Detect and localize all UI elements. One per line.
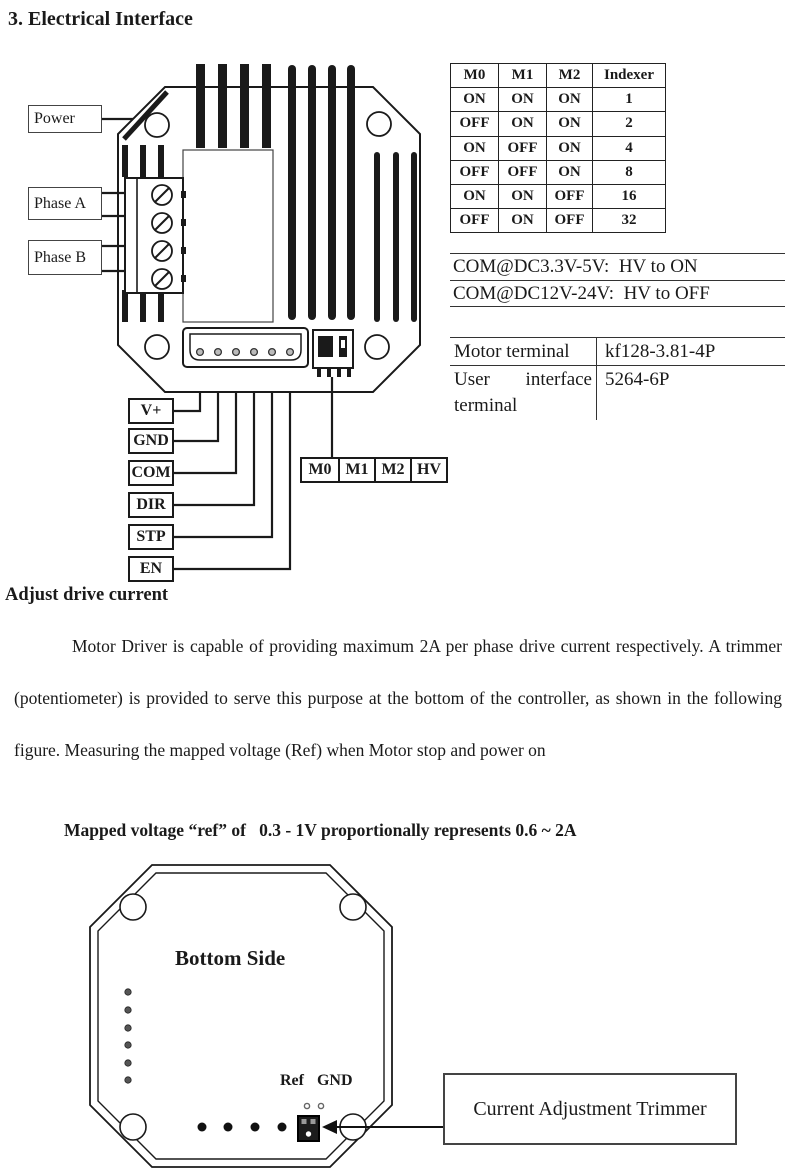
terminal-row-value: 5264-6P (605, 369, 670, 390)
pin-label-text: STP (136, 528, 166, 545)
switch-label-text: HV (417, 461, 441, 478)
pin-label-stp (128, 524, 174, 550)
cell: 1 (593, 88, 666, 112)
adjust-current-heading: Adjust drive current (5, 585, 169, 605)
table-row (451, 184, 666, 208)
switch-label-text: M2 (381, 461, 405, 478)
ref-label: Ref (280, 1072, 304, 1089)
section-title: 3. Electrical Interface (8, 8, 193, 30)
col-header-m0: M0 (451, 64, 499, 88)
user-interface-connector (183, 328, 308, 367)
cell: ON (547, 136, 593, 160)
pin-label-text: DIR (136, 496, 166, 513)
cell: ON (451, 88, 499, 112)
cell: ON (499, 112, 547, 136)
driver-bottom-diagram (80, 860, 452, 1173)
col-header-indexer: Indexer (593, 64, 666, 88)
trimmer-callout-box (443, 1073, 737, 1145)
bottom-side-label: Bottom Side (175, 946, 286, 970)
col-header-m2: M2 (547, 64, 593, 88)
switch-label-text: M1 (345, 461, 369, 478)
cell: ON (547, 112, 593, 136)
cell: OFF (451, 112, 499, 136)
switch-label-m2 (374, 457, 412, 483)
driver-top-diagram (0, 55, 470, 605)
pin-label-dir (128, 492, 174, 518)
com-note-row: COM@DC12V-24V: HV to OFF (450, 280, 785, 307)
switch-label-row (300, 457, 448, 483)
pin-label-en (128, 556, 174, 582)
cell: 2 (593, 112, 666, 136)
current-trimmer-icon (298, 1116, 319, 1141)
table-row (451, 209, 666, 233)
terminal-row-label: Motor terminal (450, 338, 597, 366)
cell: OFF (499, 160, 547, 184)
screw-terminal-block (125, 178, 186, 293)
cell: ON (499, 184, 547, 208)
pin-label-vplus (128, 398, 174, 424)
indexer-table (450, 63, 666, 233)
cell: ON (451, 136, 499, 160)
cell: ON (547, 88, 593, 112)
switch-label-hv (410, 457, 448, 483)
table-row (451, 64, 666, 88)
phase-a-label (28, 187, 102, 220)
table-row (451, 160, 666, 184)
col-header-m1: M1 (499, 64, 547, 88)
pin-label-com (128, 460, 174, 486)
cell: OFF (451, 160, 499, 184)
cell: 4 (593, 136, 666, 160)
pin-label-gnd (128, 428, 174, 454)
power-label (28, 105, 102, 133)
phase-b-label (28, 240, 102, 275)
cell: 16 (593, 184, 666, 208)
cell: ON (451, 184, 499, 208)
com-note-row: COM@DC3.3V-5V: HV to ON (450, 253, 785, 280)
cell: OFF (547, 209, 593, 233)
mapped-voltage-note: Mapped voltage “ref” of 0.3 - 1V proportionally represents 0.6 ~ 2A (64, 820, 577, 840)
terminal-row-value: kf128-3.81-4P (597, 338, 785, 366)
power-label-text: Power (34, 110, 75, 127)
pin-label-text: COM (131, 464, 171, 481)
cell: 32 (593, 209, 666, 233)
switch-label-m0 (300, 457, 340, 483)
terminal-row-label: User interface terminal (450, 366, 597, 420)
table-row (451, 136, 666, 160)
body-paragraph: Motor Driver is capable of providing maximum 2A per phase drive current respectively. A trimmer (potentiometer) is provided to serve this purpose at the bottom of the controller, as shown in the following figure. Measuring the mapped voltage (Ref) when Motor stop and power on (14, 636, 782, 760)
cell: OFF (451, 209, 499, 233)
switch-label-m1 (338, 457, 376, 483)
pin-label-text: GND (133, 432, 169, 449)
ref-gnd-labels (280, 1072, 353, 1090)
com-voltage-notes (450, 253, 785, 307)
pin-label-text: EN (139, 560, 163, 577)
cell: OFF (547, 184, 593, 208)
table-row (451, 88, 666, 112)
pin-label-text: V+ (140, 402, 162, 419)
phase-b-label-text: Phase B (34, 248, 86, 266)
gnd-label: GND (316, 1072, 353, 1089)
cell: OFF (499, 136, 547, 160)
pcb-area (183, 150, 273, 322)
table-row (451, 112, 666, 136)
cell: ON (499, 88, 547, 112)
terminal-type-table (450, 337, 785, 420)
cell: ON (547, 160, 593, 184)
cell: 8 (593, 160, 666, 184)
cell: ON (499, 209, 547, 233)
trimmer-callout-text: Current Adjustment Trimmer (473, 1097, 707, 1120)
switch-label-text: M0 (308, 461, 332, 478)
phase-a-label-text: Phase A (34, 194, 86, 212)
